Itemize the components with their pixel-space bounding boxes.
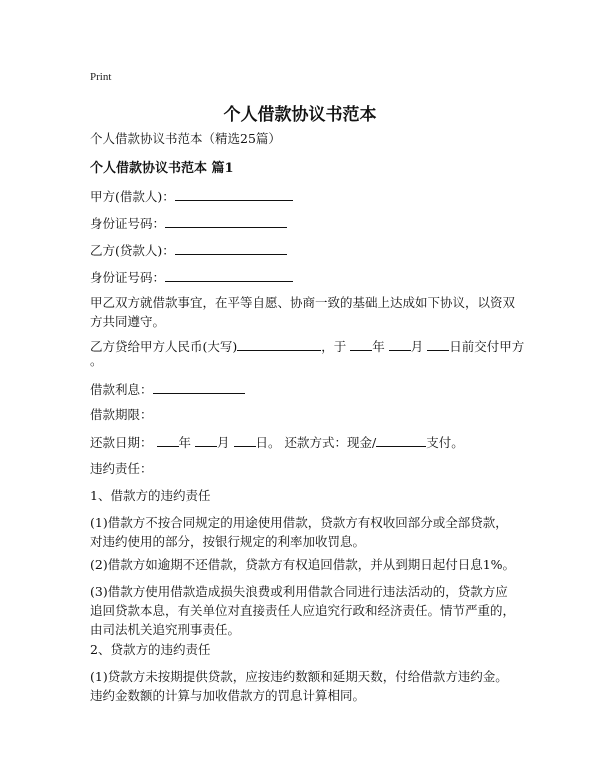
repay-method-blank bbox=[376, 433, 426, 447]
loan-month-label: 月 bbox=[410, 339, 424, 354]
party-b-row bbox=[90, 241, 287, 260]
repay-prefix: 还款日期： bbox=[90, 435, 153, 450]
loan-row-end: 。 bbox=[90, 353, 103, 368]
party-a-row bbox=[90, 187, 293, 206]
loan-prefix: 乙方贷给甲方人民币(大写) bbox=[90, 339, 238, 354]
repay-month-blank bbox=[195, 433, 217, 447]
loan-month-blank bbox=[389, 337, 411, 351]
section-heading: 个人借款协议书范本 篇1 bbox=[90, 161, 234, 176]
loan-mid: ，于 bbox=[321, 339, 347, 354]
term-label: 借款期限： bbox=[90, 407, 153, 422]
interest-blank bbox=[153, 380, 245, 394]
party-b-label: 乙方(贷款人)： bbox=[90, 243, 175, 258]
repay-year-label: 年 bbox=[178, 435, 192, 450]
borrower-breach-3: (3)借款方使用借款造成损失浪费或利用借款合同进行违法活动的，贷款方应追回贷款本息，有关单位对直接责任人应追究行政和经济责任。情节严重的，由司法机关追究刑事责任。 bbox=[90, 584, 516, 637]
loan-suffix: 日前交付甲方 bbox=[449, 339, 525, 354]
document-subtitle: 个人借款协议书范本（精选25篇） bbox=[90, 131, 281, 146]
lender-breach-heading: 2、贷款方的违约责任 bbox=[90, 642, 211, 657]
repay-year-blank bbox=[157, 433, 179, 447]
loan-amount-blank bbox=[237, 337, 321, 351]
loan-year-blank bbox=[350, 337, 372, 351]
borrower-breach-2: (2)借款方如逾期不还借款，贷款方有权追回借款，并从到期日起付日息1%。 bbox=[90, 557, 516, 572]
repay-month-label: 月 bbox=[217, 435, 230, 450]
id-label-2: 身份证号码： bbox=[90, 270, 166, 285]
interest-label: 借款利息： bbox=[90, 382, 153, 397]
loan-year-label: 年 bbox=[372, 339, 385, 354]
repay-day-label: 日。 bbox=[255, 435, 281, 450]
id-label-1: 身份证号码： bbox=[90, 216, 166, 231]
intro-paragraph: 甲乙双方就借款事宜，在平等自愿、协商一致的基础上达成如下协议，以资双方共同遵守。 bbox=[90, 295, 516, 329]
party-b-blank bbox=[175, 241, 287, 255]
loan-amount-row bbox=[90, 337, 524, 356]
id-row-1 bbox=[90, 214, 287, 233]
id-blank-1 bbox=[165, 214, 287, 228]
repay-day-blank bbox=[234, 433, 256, 447]
breach-label: 违约责任： bbox=[90, 461, 153, 476]
repay-suffix: 支付。 bbox=[426, 435, 464, 450]
interest-row bbox=[90, 380, 245, 399]
party-a-blank bbox=[175, 187, 293, 201]
borrower-breach-1: (1)借款方不按合同规定的用途使用借款，贷款方有权收回部分或全部贷款，对违约使用的部分，按银行规定的利率加收罚息。 bbox=[90, 515, 508, 549]
document-title: 个人借款协议书范本 bbox=[223, 105, 377, 125]
id-blank-2 bbox=[165, 268, 293, 282]
lender-breach-1: (1)贷款方未按期提供贷款，应按违约数额和延期天数，付给借款方违约金。违约金数额的计算与加收借款方的罚息计算相同。 bbox=[90, 669, 508, 703]
borrower-breach-heading: 1、借款方的违约责任 bbox=[90, 488, 211, 503]
repay-row bbox=[90, 433, 464, 452]
loan-day-blank bbox=[427, 337, 449, 351]
id-row-2 bbox=[90, 268, 293, 287]
repay-method: 还款方式：现金/ bbox=[284, 435, 377, 450]
party-a-label: 甲方(借款人)： bbox=[90, 189, 175, 204]
print-link[interactable]: Print bbox=[90, 71, 112, 83]
